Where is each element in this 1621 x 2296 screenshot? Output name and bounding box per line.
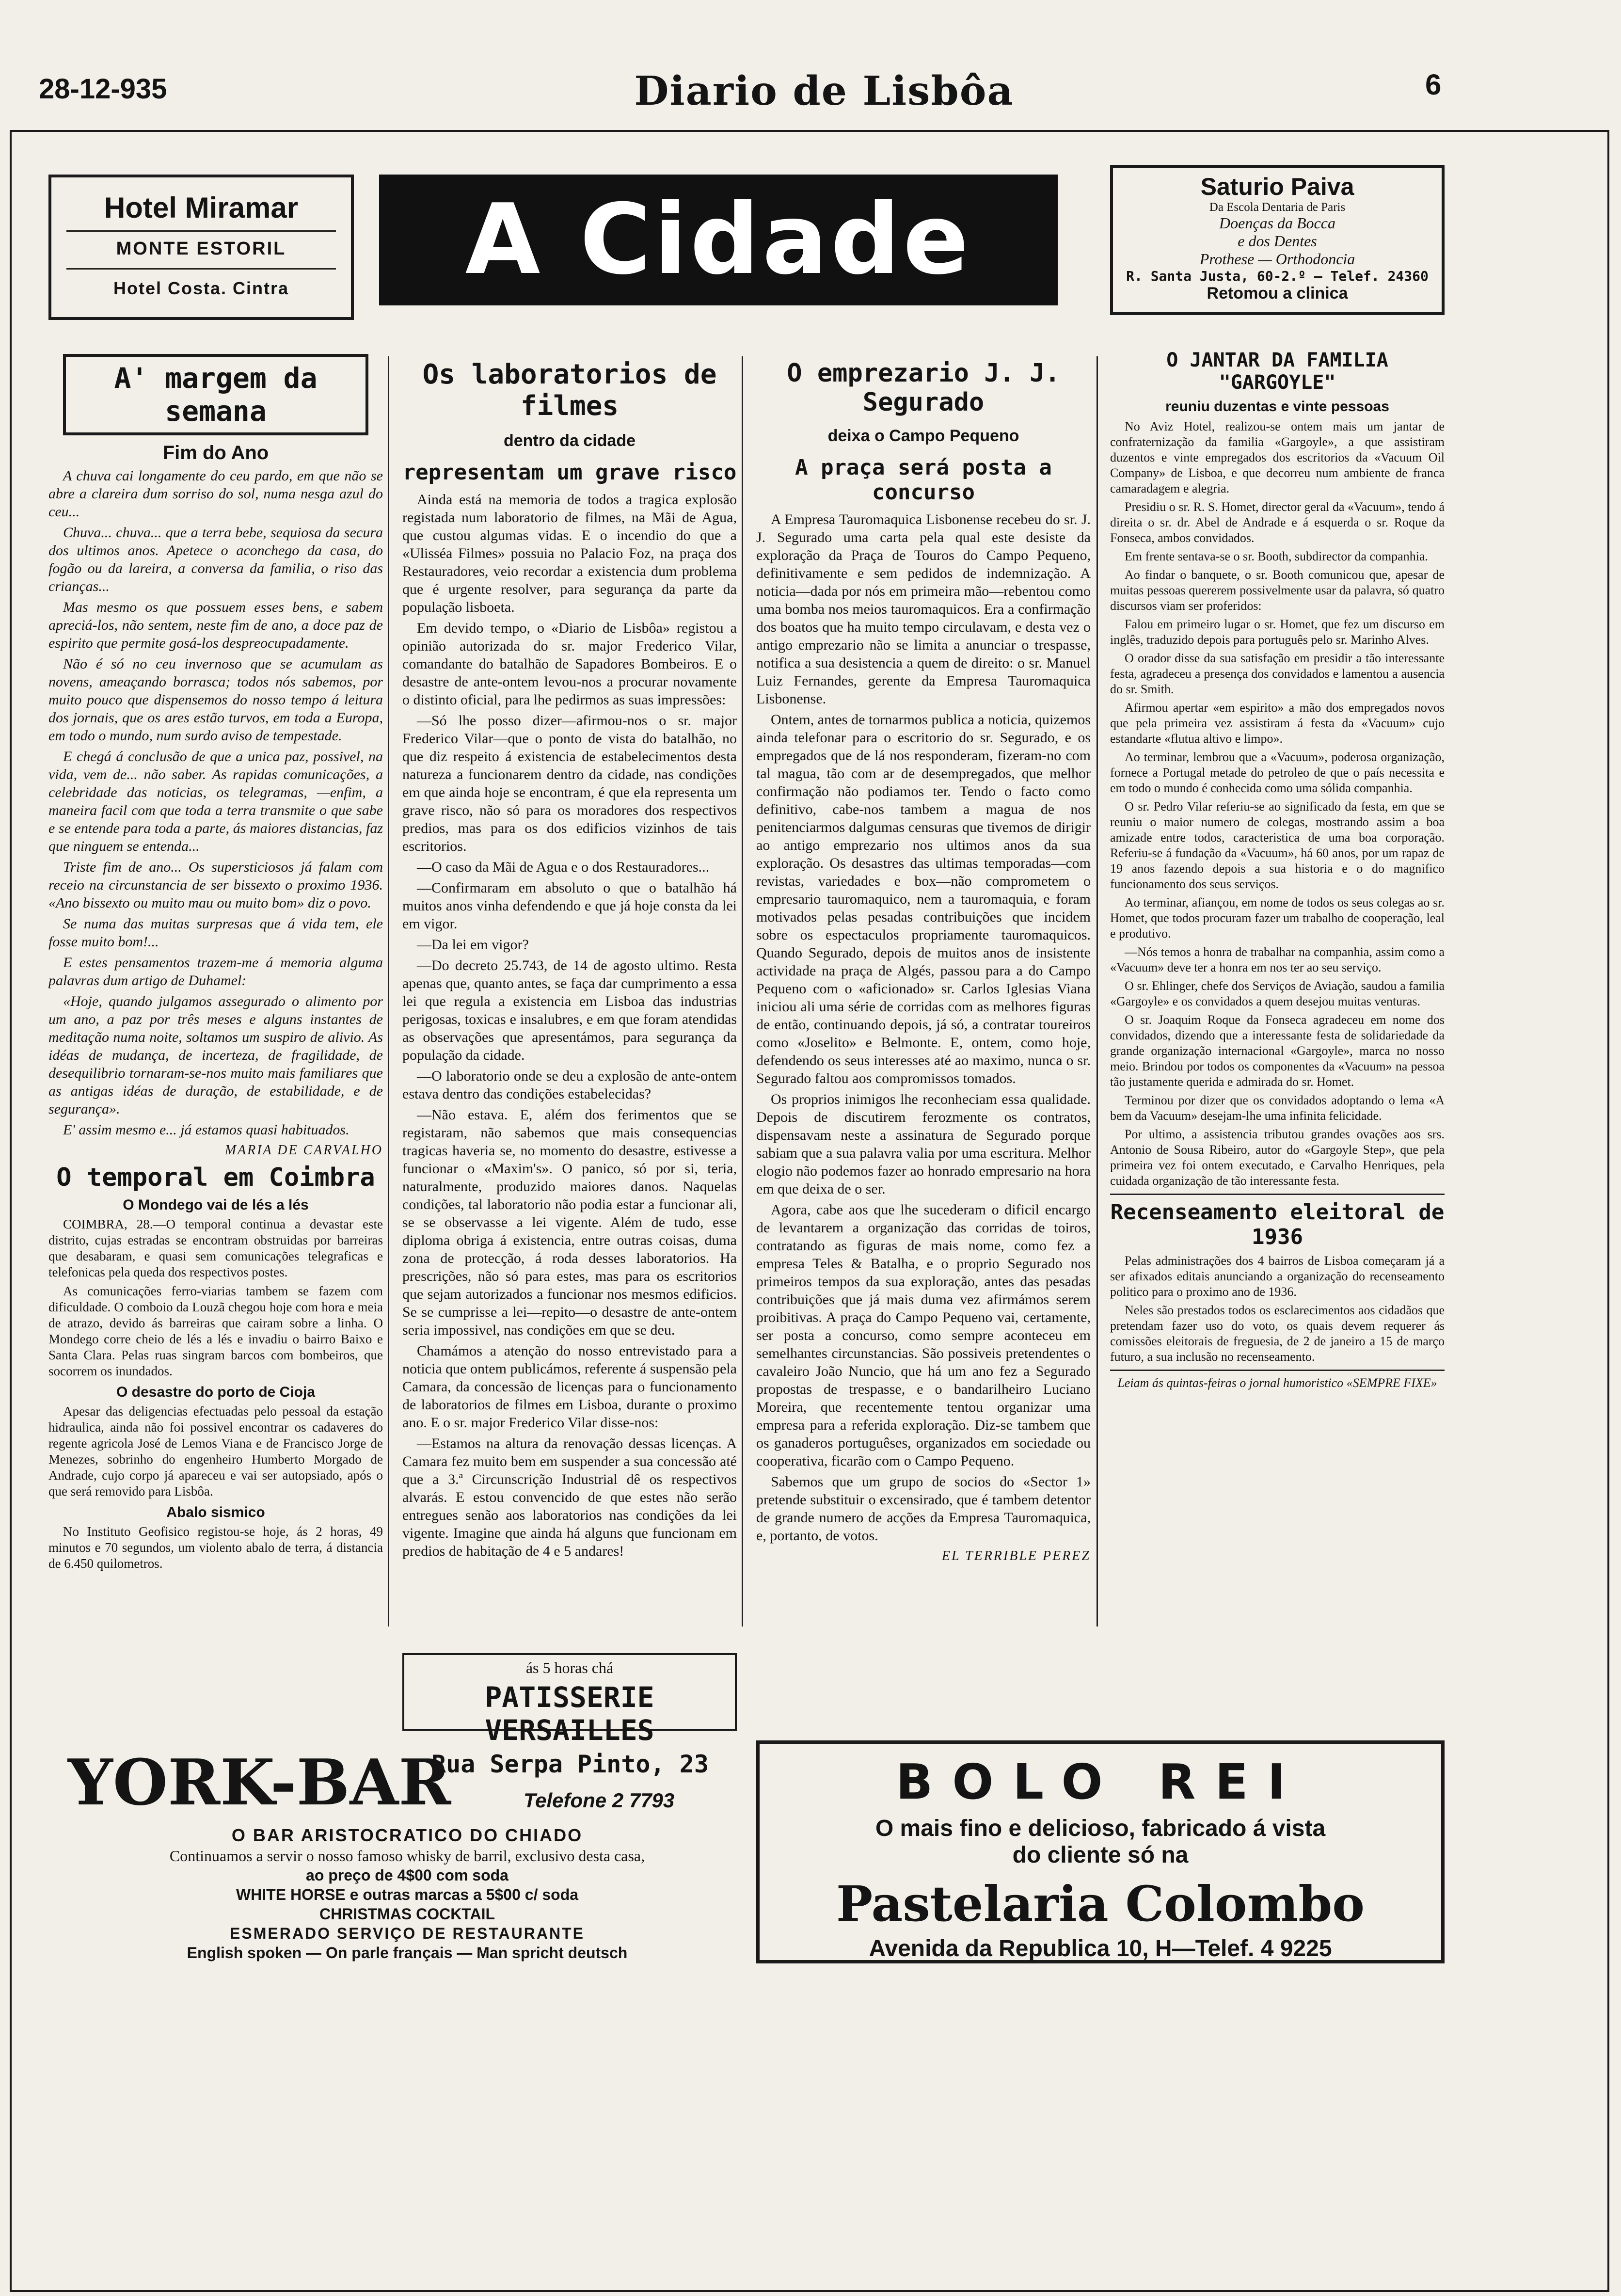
column-gargoyle — [1110, 349, 1445, 1639]
paragraph: A Empresa Tauromaquica Lisbonense recebeu do sr. J. J. Segurado uma carta pela qual este desiste da exploração da Praça de Touros do Campo Pequeno, definitivamente e sem pedidos de indemnização. A noticia—dada por nós em primeira mão—rebentou como uma bomba nos meios tauromaquicos. Era a confirmação dos boatos que ha muito tempo circulavam, e desta vez o antigo emprezario não se limita a anunciar o trespasse, notifica a sua desistencia a quem de direito: o sr. Manuel Luiz Fernandes, gerente da Empresa Tauromaquica Lisbonense. — [756, 511, 1091, 707]
paragraph: —Do decreto 25.743, de 14 de agosto ultimo. Resta apenas que, quanto antes, se faça dar cumprimento a essa lei que regula a existencia em Lisboa das industrias perigosas, toxicas e insalubres, e em que foram atendidas as observações que apresentámos, para segurança da população da cidade. — [402, 957, 737, 1063]
margem-heading: A' margem da semana — [114, 362, 318, 428]
sismico-heading: Abalo sismico — [166, 1504, 265, 1520]
masthead: Diario de Lisbôa — [634, 68, 1014, 114]
patisserie-top: ás 5 horas chá — [525, 1659, 614, 1676]
saturio-paiva-ad — [1110, 165, 1445, 315]
paragraph: Os proprios inimigos lhe reconheciam essa qualidade. Depois de discutirem ferozmente os contratos, dispensavam neste a assinatura de Segurado porque sabiam que a sua palavra valia por uma escritura. Melhor elogio não podemos fazer ao honrado empresario na hora em que deixa de o ser. — [756, 1091, 1091, 1197]
paragraph: E estes pensamentos trazem-me á memoria alguma palavras dum artigo de Duhamel: — [48, 955, 383, 989]
york-line5: ESMERADO SERVIÇO DE RESTAURANTE — [230, 1925, 585, 1942]
hotel-miramar-ad — [48, 175, 354, 320]
bolo-address: Avenida da Republica 10, H—Telef. 4 9225 — [869, 1936, 1332, 1961]
column-margem — [48, 354, 383, 1944]
york-phone: Telefone 2 7793 — [524, 1789, 675, 1812]
paragraph: O sr. Joaquim Roque da Fonseca agradeceu em nome dos convidados, dizendo que a interessante festa de solidariedade da grande organização internacional «Gargoyle», marca no nosso meio. Brindou por todos os componentes da «Vacuum» na pessoa tão justamente querida e admirada do sr. Homet. — [1110, 1013, 1445, 1089]
saturio-speciality: Doenças da Bocca — [1219, 214, 1335, 232]
hotel-place: MONTE ESTORIL — [116, 239, 286, 259]
paragraph: —O caso da Mãi de Agua e o dos Restauradores... — [417, 859, 710, 875]
paragraph: Ao findar o banquete, o sr. Booth comunicou que, apesar de muitas pessoas quererem possivelmente usar da palavra, só quatro discursos viam ser proferidos: — [1110, 568, 1445, 613]
paragraph: A chuva cai longamente do ceu pardo, em que não se abre a clareira dum sorriso do sol, numa nesga azul do ceu... — [48, 468, 383, 520]
paragraph: —Não estava. E, além dos ferimentos que se registaram, não sabemos que mais consequencias tragicas haveria se, no momento do desastre, estivesse a funcionar o «Maxim's». O panico, só por si, teria, naturalmente, produzido maiores danos. Naquelas condições, tal laboratorio não podia estar a funcionar ali, se se observasse a lei vigente. Além de tudo, esse diploma obriga á existencia, entre outras coisas, duma zona de protecção, á roda desses laboratorios. Ha prescrições, não só para estes, mas para os escritorios que sejam autorizados a funcionar nos mesmos edificios. Se se cumprisse a lei—repito—o desastre de ante-ontem seria impossivel, nas condições em que se deu. — [402, 1107, 737, 1338]
paragraph: Pelas administrações dos 4 bairros de Lisboa começaram já a ser afixados editais anunciando a organização do recenseamento politico para o proximo ano de 1936. — [1110, 1254, 1445, 1299]
york-line1: Continuamos a servir o nosso famoso whisky de barril, exclusivo desta casa, — [169, 1847, 645, 1865]
york-line2: ao preço de 4$00 com soda — [306, 1866, 509, 1884]
saturio-prothese: Prothese — Orthodoncia — [1199, 250, 1355, 268]
laboratorios-sub1: dentro da cidade — [503, 431, 636, 450]
page-number: 6 — [1425, 68, 1442, 101]
hotel-also: Hotel Costa. Cintra — [113, 278, 289, 298]
bolo-rei-ad — [756, 1740, 1445, 1963]
york-tagline: O BAR ARISTOCRATICO DO CHIADO — [231, 1825, 583, 1845]
paragraph: Ainda está na memoria de todos a tragica explosão registada num laboratorio de filmes, na Mãi de Agua, que custou algumas vidas. E o incendio do que a «Ulisséa Filmes» possuia no Palacio Foz, na praça dos Restauradores, veio recordar a existencia dum problema que é urgente resolver, para segurança da parte da população lisboeta. — [402, 492, 737, 615]
paragraph: —Só lhe posso dizer—afirmou-nos o sr. major Frederico Vilar—que o ponto de vista do batalhão, no que diz respeito á existencia de estabelecimentos desta natureza a funcionarem dentro da cidade, nas condições em que ainda hoje se encontram, é que ela representa um grave risco, não só para os moradores dos respectivos predios, mas para os dos edificios vizinhos de tais escritorios. — [402, 713, 737, 854]
paragraph: E' assim mesmo e... já estamos quasi habituados. — [63, 1122, 350, 1138]
paragraph: Presidiu o sr. R. S. Homet, director geral da «Vacuum», tendo á direita o sr. dr. Abel de Andrade e á esquerda o sr. Roque da Fonseca, ambos convidados. — [1110, 500, 1445, 545]
paragraph: No Aviz Hotel, realizou-se ontem mais um jantar de confraternização da familia «Gargoyle», a que assistiram duzentos e vinte empregados dos escritorios da «Vacuum Oil Company» de Lisboa, e que decorreu num ambiente de franca camaradagem e alegria. — [1110, 419, 1445, 495]
paragraph: Em devido tempo, o «Diario de Lisbôa» registou a opinião autorizada do sr. major Frederico Vilar, comandante do batalhão de Sapadores Bombeiros. E o desastre de ante-ontem levou-nos a procurar novamente o distinto oficial, para lhe pedirmos as suas impressões: — [402, 620, 737, 708]
paragraph: Afirmou apertar «em espirito» a mão dos empregados novos que pela primeira vez assistiram á festa da «Vacuum» cujo estandarte «flutua altivo e limpo». — [1110, 701, 1445, 746]
coimbra-subheading: O Mondego vai de lés a lés — [123, 1197, 309, 1213]
york-bar-ad — [48, 1745, 766, 1963]
york-name: YORK-BAR — [68, 1745, 451, 1819]
saturio-address: R. Santa Justa, 60-2.º — Telef. 24360 — [1126, 268, 1429, 284]
saturio-school: Da Escola Dentaria de Paris — [1209, 201, 1346, 214]
paragraph: Apesar das deligencias efectuadas pelo pessoal da estação hidraulica, ainda não foi possivel encontrar os cadaveres do regente agricola José de Lemos Viana e de Francisco Jorge de Menezes, sobrinho do engenheiro Humberto Morgado de Andrade, cujo corpo já apareceu e vai ser autopsiado, após o que será removido para Lisbôa. — [48, 1404, 383, 1499]
paragraph: COIMBRA, 28.—O temporal continua a devastar este distrito, cujas estradas se encontram obstruidas por barreiras que desabaram, e quasi sem comunicações telegraficas e telefonicas pela queda dos respectivos postes. — [48, 1217, 383, 1279]
bolo-title: BOLO REI — [896, 1754, 1305, 1810]
patisserie-ad — [402, 1653, 737, 1747]
cioja-heading: O desastre do porto de Cioja — [116, 1384, 316, 1400]
paragraph: E chegá á conclusão de que a unica paz, possivel, na vida, vem de... não saber. As rapidas comunicações, a celebridade das noticias, os telegramas, —enfim, a maneira facil com que toda a terra transmite o que sabe e se entende para toda a parte, ás maiores distancias, faz que ninguem se entenda... — [48, 749, 383, 854]
margem-subheading: Fim do Ano — [162, 442, 269, 463]
segurado-signature: EL TERRIBLE PEREZ — [941, 1548, 1091, 1563]
sempre-fixe-notice: Leiam ás quintas-feiras o jornal humoristico «SEMPRE FIXE» — [1117, 1376, 1437, 1390]
gargoyle-body — [1110, 419, 1445, 1189]
paragraph: O sr. Pedro Vilar referiu-se ao significado da festa, em que se reuniu o maior numero de colegas, mostrando assim a boa amizade entre todos, caracteristica de uma boa corporação. Referiu-se á fundação da «Vacuum», há 60 anos, por um rapaz de 19 anos fazendo depois a sua historia e o do magnifico funcionamento dos seus serviços. — [1110, 799, 1445, 891]
paragraph: Se numa das muitas surpresas que á vida tem, ele fosse muito bom!... — [48, 916, 383, 950]
gargoyle-heading: O JANTAR DA FAMILIA "GARGOYLE" — [1166, 349, 1388, 394]
paragraph: Sabemos que um grupo de socios do «Sector 1» pretende substituir o excensirado, que é tambem detentor de grande numero de acções da Empresa Tauromaquica, e, portanto, de votos. — [756, 1474, 1091, 1544]
paragraph: No Instituto Geofisico registou-se hoje, ás 2 horas, 49 minutos e 70 segundos, um violento abalo de terra, á distancia de 6.450 quilometros. — [48, 1524, 383, 1571]
york-line4: CHRISTMAS COCKTAIL — [319, 1905, 495, 1923]
paragraph: Triste fim de ano... Os supersticiosos já falam com receio na circunstancia de ser bissexto o proximo 1936. «Ano bissexto ou muito mau ou muito bom» diz o povo. — [48, 859, 383, 911]
paragraph: —O laboratorio onde se deu a explosão de ante-ontem estava dentro das condições estabelecidas? — [402, 1068, 737, 1102]
paragraph: —Confirmaram em absoluto o que o batalhão há muitos anos vinha defendendo e que já hoje consta da lei em vigor. — [402, 880, 737, 932]
section-banner: A Cidade — [379, 175, 1058, 305]
margem-signature: MARIA DE CARVALHO — [224, 1143, 383, 1158]
paragraph: Mas mesmo os que possuem esses bens, e sabem apreciá-los, não sentem, neste fim de ano, a doce paz de espirito que permite gosá-los despreocupadamente. — [48, 599, 383, 651]
paragraph: Chuva... chuva... que a terra bebe, sequiosa da secura dos ultimos anos. Apetece o aconchego da casa, do fogão ou da lareira, a conversa da familia, o riso das crianças... — [48, 525, 383, 594]
paragraph: —Da lei em vigor? — [417, 937, 529, 953]
patisserie-name: PATISSERIE VERSAILLES — [485, 1681, 654, 1747]
paragraph: Não é só no ceu invernoso que se acumulam as novens, ameaçando borrasca; todos nós sabemos, por muito pouco que dispensemos do nosso tempo á leitura dos jornais, que os ares estão turvos, em toda a Europa, em todo o mundo, num surdo aviso de tempestade. — [48, 656, 383, 744]
saturio-speciality-2: e dos Dentes — [1238, 232, 1317, 250]
laboratorios-sub2: representam um grave risco — [402, 460, 737, 485]
paragraph: Terminou por dizer que os convidados adoptando o lema «A bem da Vacuum» desejam-lhe uma infinita felicidade. — [1110, 1093, 1445, 1123]
paragraph: Agora, cabe aos que lhe sucederam o dificil encargo de levantarem a organização das corridas de toiros, contratando as figuras de mais nome, como fez a empresa Teles & Batalha, e o proprio Segurado nos primeiros tempos da sua exploração, antes das pesadas contribuições que já mais duma vez afirmámos serem proibitivas. A praça do Campo Pequeno vai, certamente, ser posta a concurso, como sempre aconteceu em semelhantes circunstancias. São possiveis pretendentes o cavaleiro João Nuncio, que há um ano fez a Segurado propostas de trespasse, e o bandarilheiro Luciano Moreira, que recentemente tentou organizar uma empresa para a referida exploração. Diz-se tambem que os ganaderos portuguêses, organizados em sociedade ou cooperativa, ficarão com o Campo Pequeno. — [756, 1202, 1091, 1469]
paragraph: Ao terminar, lembrou que a «Vacuum», poderosa organização, fornece a Portugal metade do petroleo de que o país necessita e em todo o mundo é conhecida como uma sólida companhia. — [1110, 750, 1445, 795]
paragraph: —Estamos na altura da renovação dessas licenças. A Camara fez muito bem em suspender a sua concessão até que a 3.ª Circunscrição Industrial dê os respectivos alvarás. E estou convencido de que estes não serão entregues senão aos laboratorios nas condições da lei vigente. Imagine que ainda há alguns que funcionam em predios de habitação de 4 e 5 andares! — [402, 1435, 737, 1559]
saturio-notice: Retomou a clinica — [1207, 284, 1348, 303]
bolo-line2: do cliente só na — [1012, 1842, 1189, 1868]
paragraph: Ontem, antes de tornarmos publica a noticia, quizemos ainda telefonar para o escritorio do sr. Segurado, e os empregados que de lá nos responderam, fizeram-no com tal magua, tão com ar de desempregados, que melhor confirmação não podiamos ter. Tendo o facto como definitivo, cabe-nos tambem a magua de nos penitenciarmos dalgumas censuras que tivemos de dirigir ao antigo emprezario nos ultimos anos da sua exploração. Os desastres das ultimas temporadas—com revistas, variedades e box—não comprometem o empresario tauromaquico, nem a tauromaquia, e foram motivados pelas pesadas contribuições que incidem sobre os espectaculos propriamente tauromaquicos. Quando Segurado, depois de muitos anos de insistente actividade na praça de Algés, passou para a do Campo Pequeno com o «aficionado» sr. Carlos Iglesias Viana iniciou ali uma série de corridas com as melhores figuras de então, continuando depois, já só, a contratar toureiros como «Joselito» e Belmonte. E, ontem, como hoje, defendendo os seus interesses até ao maximo, nunca o sr. Segurado faltou aos compromissos tomados. — [756, 712, 1091, 1086]
hotel-name: Hotel Miramar — [104, 191, 299, 224]
segurado-heading: O emprezario J. J. Segurado — [787, 359, 1060, 417]
paragraph: Ao terminar, afiançou, em nome de todos os seus colegas ao sr. Homet, que todos procuram fazer um trabalho de cooperação, leal e produtivo. — [1110, 895, 1445, 941]
gargoyle-sub: reuniu duzentas e vinte pessoas — [1165, 399, 1389, 415]
margem-body — [48, 467, 383, 1139]
paragraph: Falou em primeiro lugar o sr. Homet, que fez um discurso em inglês, traduzido depois para português pelo sr. Marinho Alves. — [1110, 617, 1445, 647]
column-laboratorios — [402, 359, 737, 1619]
paragraph: —Nós temos a honra de trabalhar na companhia, assim como a «Vacuum» deve ter a honra em nos ter ao seu serviço. — [1110, 945, 1445, 974]
bolo-shop: Pastelaria Colombo — [836, 1875, 1365, 1932]
paragraph: As comunicações ferro-viarias tambem se fazem com dificuldade. O comboio da Louzã chegou hoje com hora e meia de atrazo, devido ás barreiras que cairam sobre a linha. O Mondego corre cheio de lés a lés e invadiu o bairro Baixo e Santa Clara. Pelas ruas singram barcos com bombeiros, que socorrem os inundados. — [48, 1284, 383, 1378]
york-line6: English spoken — On parle français — Man spricht deutsch — [187, 1944, 628, 1961]
segurado-sub2: A praça será posta a concurso — [795, 455, 1052, 505]
recenseamento-heading: Recenseamento eleitoral de 1936 — [1110, 1200, 1445, 1249]
paragraph: O sr. Ehlinger, chefe dos Serviços de Aviação, saudou a familia «Gargoyle» e os convidados a quem desejou muitas venturas. — [1110, 979, 1445, 1008]
saturio-name: Saturio Paiva — [1200, 173, 1354, 200]
york-line3: WHITE HORSE e outras marcas a 5$00 c/ soda — [236, 1886, 579, 1903]
margem-heading-box — [63, 354, 368, 435]
paragraph: Chamámos a atenção do nosso entrevistado para a noticia que ontem publicámos, referente á suspensão pela Camara, da concessão de licenças para o funcionamento de laboratorios de filmes em Lisboa, durante o proximo ano. E o sr. major Frederico Vilar disse-nos: — [402, 1343, 737, 1431]
paragraph: O orador disse da sua satisfação em presidir a tão interessante festa, agradeceu a presença dos convidados e lamentou a ausencia do sr. Smith. — [1110, 651, 1445, 696]
bolo-line1: O mais fino e delicioso, fabricado á vista — [875, 1816, 1326, 1841]
coimbra-heading: O temporal em Coimbra — [56, 1163, 375, 1192]
paragraph: «Hoje, quando julgamos assegurado o alimento por um ano, a paz por três meses e alguns instantes de meditação numa noite, soltamos um suspiro de alivio. As idéas de mudança, de incerteza, de fragilidade, de desequilibrio tornaram-se-nos muito mais familiares que as antigas idéas de duração, de estabilidade, e de segurança». — [48, 993, 383, 1117]
column-segurado — [756, 359, 1091, 1619]
laboratorios-heading: Os laboratorios de filmes — [422, 359, 717, 422]
segurado-sub1: deixa o Campo Pequeno — [827, 427, 1019, 445]
paragraph: Em frente sentava-se o sr. Booth, subdirector da companhia. — [1125, 549, 1428, 563]
issue-date: 28-12-935 — [39, 73, 167, 105]
paragraph: Por ultimo, a assistencia tributou grandes ovações aos srs. Antonio de Sousa Ribeiro, autor do «Gargoyle Step», que pela primeira vez foi ontem executado, e Carvalho Henriques, pela cuidada organização de tão interessante festa. — [1110, 1127, 1445, 1188]
york-address: Rua Serpa Pinto, 23 — [431, 1750, 709, 1778]
paragraph: Neles são prestados todos os esclarecimentos aos cidadãos que pretendam fazer uso do voto, os quais devem requerer ás comissões eleitorais de freguesia, de 2 de janeiro a 15 de março futuro, a sua inclusão no recenseamento. — [1110, 1303, 1445, 1364]
